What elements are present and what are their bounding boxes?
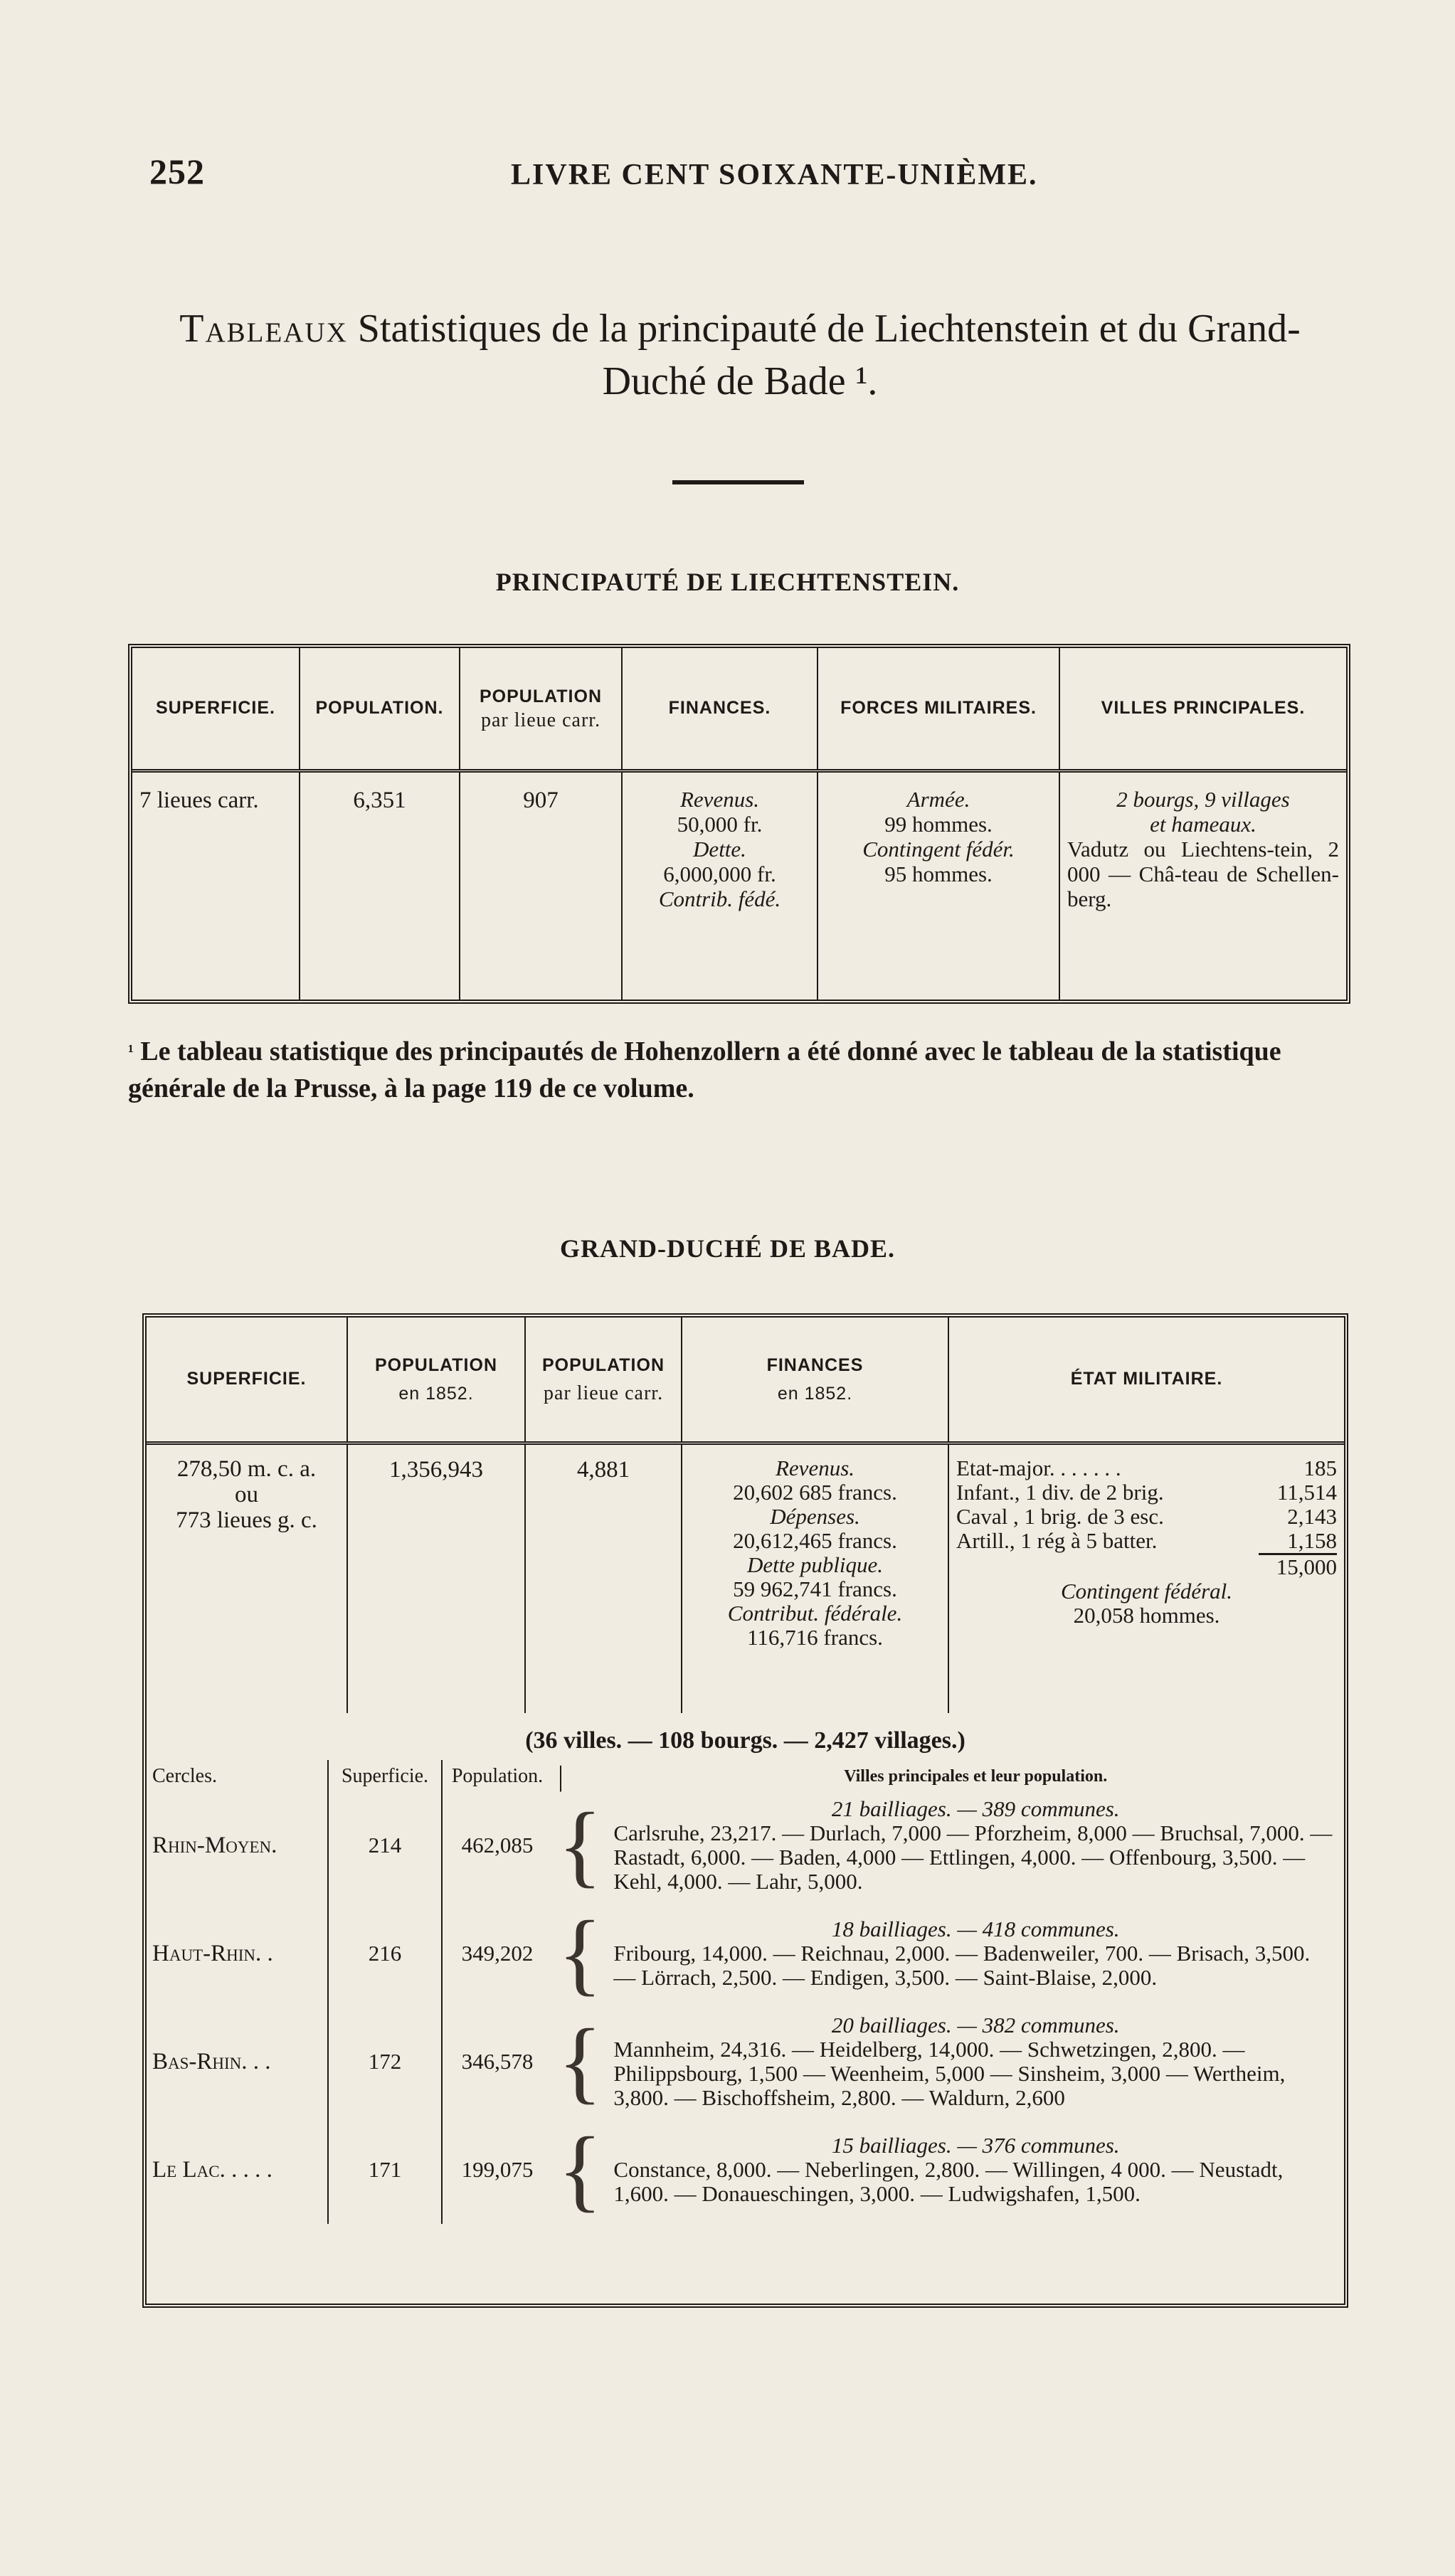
- footnote-text: Le tableau statistique des principautés de Hohenzollern a été donné avec le tableau de la statistique générale de la Prusse, à la page 119 de ce volume.: [128, 1037, 1281, 1103]
- fin-line: 20,612,465 francs.: [733, 1527, 897, 1553]
- contingent-value: 95 hommes.: [884, 861, 993, 886]
- cercle-population: 346,578: [461, 2049, 534, 2074]
- page-title: [128, 302, 1352, 408]
- footnote: [128, 1033, 1352, 1107]
- mil-value: 185: [1303, 1455, 1337, 1480]
- table-row: [147, 1791, 1343, 1899]
- cercle-lead: 18 bailliages. — 418 communes.: [831, 1917, 1120, 1941]
- col-population-lieue-title: POPULATION: [479, 686, 603, 706]
- villes-line1: 2 bourgs, 9 villages: [1116, 786, 1290, 812]
- brace: {: [558, 2119, 603, 2221]
- col-finances: FINANCES.: [622, 648, 818, 770]
- cercles-table: [147, 1760, 1344, 2224]
- col-population-lieue-sub: par lieue carr.: [543, 1382, 664, 1404]
- cercle-lead: 15 bailliages. — 376 communes.: [831, 2133, 1120, 2158]
- cercle-name: Haut-Rhin. .: [147, 1899, 328, 2008]
- finances-contrib-label: Contrib. fédé.: [658, 886, 781, 911]
- mil-value: 11,514: [1276, 1479, 1337, 1505]
- mil-line: [956, 1505, 1337, 1529]
- bade-heading: GRAND-DUCHÉ DE BADE.: [559, 1234, 896, 1263]
- superficie-line3: 773 lieues g. c.: [176, 1507, 317, 1533]
- armee-label: Armée.: [906, 786, 970, 812]
- col-population-lieue: [460, 648, 622, 770]
- title-divider: [672, 480, 804, 484]
- brace: {: [558, 1902, 603, 2005]
- cell-forces: [818, 770, 1059, 1000]
- cercle-name: Rhin-Moyen.: [147, 1791, 328, 1899]
- cell-population-lieue: 907: [460, 770, 622, 1000]
- col-militaire: ÉTAT MILITAIRE.: [1070, 1369, 1223, 1389]
- cercle-villes-text: Carlsruhe, 23,217. — Durlach, 7,000 — Pforzheim, 8,000 — Bruchsal, 7,000. — Rastadt, 6,000. — Baden, 4,000 — Ettlingen, 4,000. — Offenbourg, 3,500. — Kehl, 4,000. — Lahr, 5,000.: [613, 1820, 1333, 1894]
- cell-villes: [1059, 770, 1346, 1000]
- title-note-mark: ¹.: [855, 359, 878, 403]
- table-header-row: [132, 648, 1346, 770]
- cercle-population: 462,085: [461, 1833, 534, 1857]
- liechtenstein-table: [132, 648, 1346, 1000]
- armee-value: 99 hommes.: [884, 811, 993, 837]
- villes-line2: et hameaux.: [1150, 811, 1256, 837]
- mil-contingent-label: Contingent fédéral.: [1060, 1578, 1233, 1604]
- brace: {: [558, 1794, 603, 1897]
- cercles-col-cercles: Cercles.: [147, 1760, 328, 1791]
- finances-dette-value: 6,000,000 fr.: [663, 861, 776, 886]
- fin-line: 116,716 francs.: [747, 1624, 883, 1650]
- superficie-line1: 278,50 m. c. a.: [176, 1456, 317, 1482]
- bade-summary: (36 villes. — 108 bourgs. — 2,427 villages.): [525, 1727, 965, 1754]
- col-superficie: SUPERFICIE.: [147, 1318, 347, 1443]
- cell-population: 6,351: [300, 770, 460, 1000]
- fin-line: Dépenses.: [770, 1503, 860, 1529]
- title-line2: Duché de Bade: [602, 359, 846, 403]
- col-population-sub: en 1852.: [398, 1383, 474, 1404]
- liechtenstein-table-frame: [128, 644, 1350, 1004]
- finances-dette-label: Dette.: [693, 836, 746, 862]
- contingent-label: Contingent fédér.: [862, 836, 1015, 862]
- mil-value: 1,158: [1287, 1527, 1337, 1553]
- brace: {: [558, 2010, 603, 2113]
- cercle-lead: 21 bailliages. — 389 communes.: [831, 1796, 1120, 1821]
- title-lead: Tableaux: [179, 307, 348, 351]
- cercle-population: 199,075: [461, 2157, 534, 2182]
- cercle-superficie: 171: [328, 2116, 442, 2224]
- cercle-villes-text: Mannheim, 24,316. — Heidelberg, 14,000. — Schwetzingen, 2,800. — Philippsbourg, 1,500 — Weenheim, 5,000 — Sinsheim, 3,000 — Wertheim, 3,800. — Bischoffsheim, 2,800. — Waldurn, 2,600: [613, 2037, 1286, 2110]
- table-header-row: [147, 1318, 1344, 1443]
- cercles-col-superficie: Superficie.: [328, 1760, 442, 1791]
- col-population: [347, 1318, 525, 1443]
- col-villes: VILLES PRINCIPALES.: [1101, 698, 1306, 719]
- mil-value: 2,143: [1287, 1503, 1337, 1529]
- cercle-population: 349,202: [461, 1941, 534, 1966]
- fin-line: Dette publique.: [746, 1552, 884, 1577]
- mil-total: 15,000: [1259, 1553, 1337, 1579]
- fin-line: Revenus.: [775, 1455, 855, 1480]
- cercle-villes: [608, 1899, 1343, 2008]
- mil-total-wrap: [956, 1553, 1337, 1579]
- mil-line: [956, 1529, 1337, 1553]
- fin-line: 59 962,741 francs.: [733, 1576, 897, 1601]
- brace: |: [558, 1760, 564, 1792]
- mil-line: [956, 1456, 1337, 1480]
- col-superficie: SUPERFICIE.: [132, 648, 300, 770]
- col-population-lieue: [525, 1318, 682, 1443]
- finances-revenus-value: 50,000 fr.: [677, 811, 763, 837]
- cercles-header-row: [147, 1760, 1343, 1791]
- col-forces: FORCES MILITAIRES.: [818, 648, 1059, 770]
- cercle-villes: [608, 2008, 1343, 2116]
- cercle-villes-text: Fribourg, 14,000. — Reichnau, 2,000. — Badenweiler, 700. — Brisach, 3,500. — Lörrach, 2,500. — Endigen, 3,500. — Saint-Blaise, 2,000.: [613, 1941, 1311, 1990]
- fin-line: Contribut. fédérale.: [727, 1600, 903, 1626]
- bade-main-table: [147, 1318, 1344, 1713]
- cell-finances: [682, 1443, 948, 1713]
- cercle-superficie: 214: [328, 1791, 442, 1899]
- villes-rest: Vadutz ou Liechtens-tein, 2 000 — Châ-teau de Schellen-berg.: [1067, 836, 1339, 911]
- running-title: LIVRE CENT SOIXANTE-UNIÈME.: [511, 159, 1038, 191]
- cell-finances: [622, 770, 818, 1000]
- mil-label: Etat-major. . . . . . .: [956, 1455, 1121, 1480]
- footnote-mark: ¹: [128, 1041, 134, 1061]
- table-row: [147, 1443, 1344, 1713]
- col-population-title: POPULATION: [374, 1355, 498, 1375]
- mil-line: [956, 1480, 1337, 1505]
- liechtenstein-heading: PRINCIPAUTÉ DE LIECHTENSTEIN.: [495, 568, 960, 596]
- cercle-villes-text: Constance, 8,000. — Neberlingen, 2,800. — Willingen, 4 000. — Neustadt, 1,600. — Donaueschingen, 3,000. — Ludwigshafen, 1,500.: [613, 2157, 1284, 2206]
- cell-superficie: [147, 1443, 347, 1713]
- mil-contingent-value: 20,058 hommes.: [1073, 1602, 1220, 1628]
- col-population: POPULATION.: [300, 648, 460, 770]
- mil-label: Caval , 1 brig. de 3 esc.: [956, 1503, 1164, 1529]
- col-finances: [682, 1318, 948, 1443]
- col-finances-sub: en 1852.: [777, 1383, 853, 1404]
- mil-label: Artill., 1 rég à 5 batter.: [956, 1527, 1158, 1553]
- cercle-superficie: 216: [328, 1899, 442, 2008]
- cercle-lead: 20 bailliages. — 382 communes.: [831, 2013, 1120, 2037]
- col-population-lieue-sub: par lieue carr.: [480, 709, 601, 731]
- finances-revenus-label: Revenus.: [679, 786, 760, 812]
- bade-table-frame: [142, 1313, 1348, 2308]
- superficie-line2: ou: [235, 1481, 258, 1507]
- cercle-superficie: 172: [328, 2008, 442, 2116]
- cercles-col-villes: Villes principales et leur population.: [844, 1767, 1108, 1786]
- title-line1: Statistiques de la principauté de Liechtenstein et du Grand-: [357, 307, 1301, 351]
- page-number: 252: [149, 152, 205, 191]
- mil-label: Infant., 1 div. de 2 brig.: [956, 1479, 1164, 1505]
- cell-superficie: 7 lieues carr.: [132, 770, 300, 1000]
- cell-population-lieue: 4,881: [525, 1443, 682, 1713]
- table-row: [132, 770, 1346, 1000]
- cell-population: 1,356,943: [347, 1443, 525, 1713]
- col-finances-title: FINANCES: [766, 1355, 864, 1375]
- cercle-villes: [608, 2116, 1343, 2224]
- cercle-name: Bas-Rhin. . .: [147, 2008, 328, 2116]
- fin-line: 20,602 685 francs.: [733, 1479, 897, 1505]
- cercle-villes: [608, 1791, 1343, 1899]
- cell-militaire: [948, 1443, 1344, 1713]
- cercles-col-population: Population.: [451, 1765, 544, 1787]
- table-row: [147, 2008, 1343, 2116]
- cercle-name: Le Lac. . . . .: [147, 2116, 328, 2224]
- table-row: [147, 2116, 1343, 2224]
- table-row: [147, 1899, 1343, 2008]
- col-population-lieue-title: POPULATION: [541, 1355, 665, 1375]
